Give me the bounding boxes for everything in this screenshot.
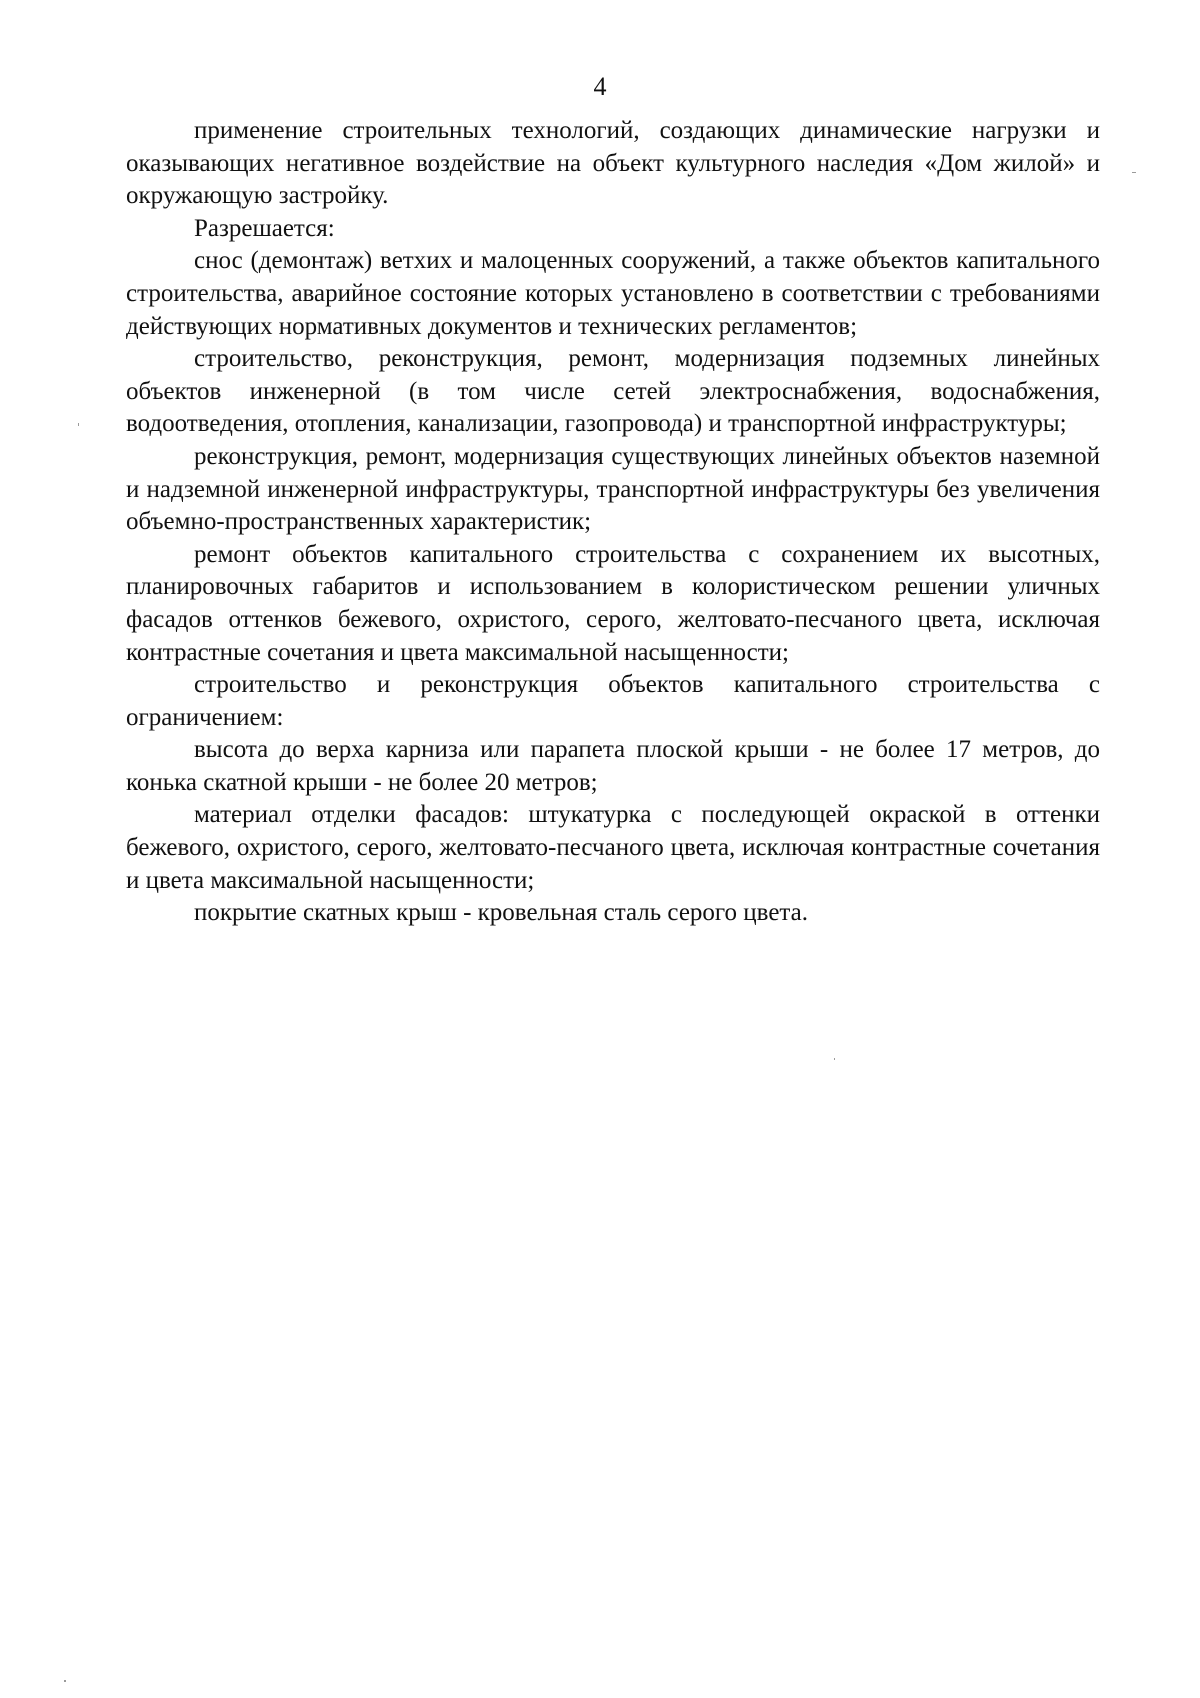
paragraph-facade-material: материал отделки фасадов: штукатурка с последующей окраской в оттенки бежевого, охристого, серого, желтовато-песчаного цвета, исключая контрастные сочетания и цвета максимальной насыщенности; [126, 801, 1100, 894]
scan-speck [78, 423, 79, 426]
paragraph-underground-infrastructure: строительство, реконструкция, ремонт, модернизация подземных линейных объектов инженерной (в том числе сетей электроснабжения, водоснабжения, водоотведения, отопления, канализации, газопровода) и транспортной инфраструктуры; [126, 345, 1100, 438]
document-body [126, 115, 1100, 930]
paragraph-prohibition-continued: применение строительных технологий, создающих динамические нагрузки и оказывающих негативное воздействие на объект культурного наследия «Дом жилой» и окружающую застройку. [126, 117, 1100, 210]
paragraph-construction-limits: строительство и реконструкция объектов капитального строительства с ограничением: [126, 671, 1100, 731]
paragraph-allowed-heading: Разрешается: [194, 214, 335, 242]
paragraph-height-limit: высота до верха карниза или парапета плоской крыши - не более 17 метров, до конька скатной крыши - не более 20 метров; [126, 736, 1100, 796]
paragraph-roof-covering: покрытие скатных крыш - кровельная сталь серого цвета. [194, 899, 809, 927]
scan-speck [1132, 172, 1136, 173]
scan-speck [834, 1058, 835, 1060]
scan-speck [64, 1680, 66, 1682]
paragraph-demolition: снос (демонтаж) ветхих и малоценных сооружений, а также объектов капитального строительства, аварийное состояние которых установлено в соответствии с требованиями действующих нормативных документов и технических регламентов; [126, 247, 1100, 340]
paragraph-repair-facades: ремонт объектов капитального строительства с сохранением их высотных, планировочных габаритов и использованием в колористическом решении уличных фасадов оттенков бежевого, охристого, серого, желтовато-песчаного цвета, исключая контрастные сочетания и цвета максимальной насыщенности; [126, 540, 1100, 666]
page-number: 4 [593, 72, 607, 101]
paragraph-above-ground-infrastructure: реконструкция, ремонт, модернизация существующих линейных объектов наземной и надземной инженерной инфраструктуры, транспортной инфраструктуры без увеличения объемно-пространственных характеристик; [126, 442, 1100, 536]
